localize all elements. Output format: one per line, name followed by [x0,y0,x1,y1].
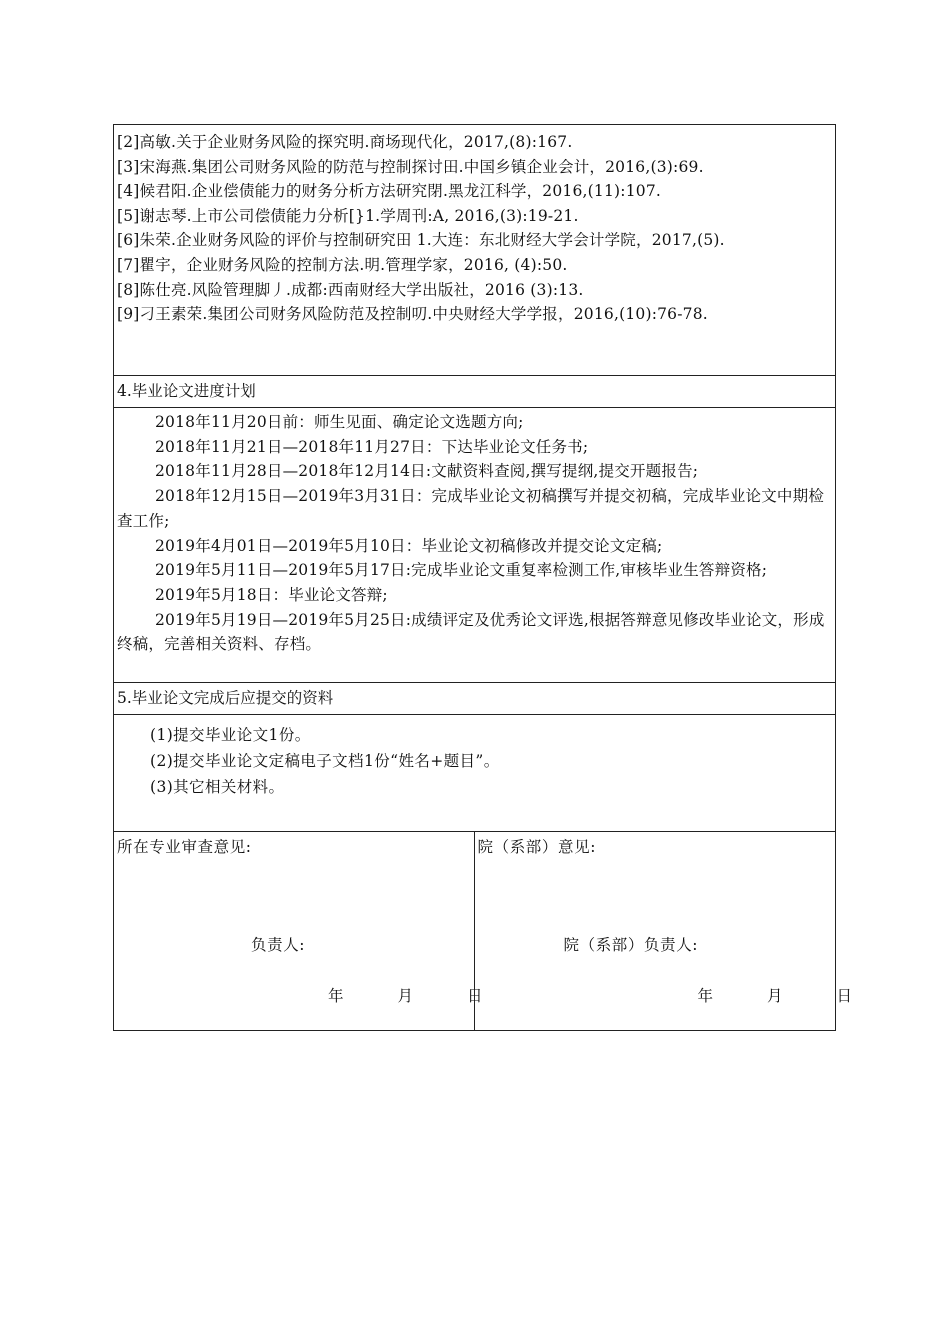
college-review-label: 院（系部）意见: [477,838,597,856]
college-signature-label: 院（系部）负责人: [563,936,699,954]
day-label: 日 [836,987,853,1005]
reference-item: [8]陈仕亮.风险管理脚丿.成都:西南财经大学出版社，2016 (3):13. [117,280,584,299]
schedule-section [114,407,835,682]
reference-item: [9]刁王素荣.集团公司财务风险防范及控制叨.中央财经大学学报，2016,(10):76-78. [117,305,708,324]
schedule-item: 2018年11月20日前：师生见面、确定论文选题方向; [155,413,524,431]
year-label: 年 [328,987,344,1005]
month-label: 月 [397,987,414,1005]
schedule-item: 2019年5月18日：毕业论文答辩; [155,585,388,604]
materials-section [114,714,835,831]
schedule-item: 2018年12月15日—2019年3月31日：完成毕业论文初稿撰写并提交初稿，完成毕业论文中期检查工作; [117,487,825,530]
reference-item: [6]朱荣.企业财务风险的评价与控制研究田 1.大连：东北财经大学会计学院，2017,(5). [117,231,725,250]
schedule-title: 4.毕业论文进度计划 [114,375,835,407]
reference-item: [7]瞿宇，企业财务风险的控制方法.明.管理学家，2016, (4):50. [117,255,568,274]
reference-item: [5]谢志琴.上市公司偿债能力分析[}1.学周刊:A, 2016,(3):19-21. [117,206,579,225]
month-label: 月 [767,987,783,1005]
major-review-label: 所在专业审查意见: [117,838,252,856]
year-label: 年 [697,987,714,1005]
materials-title: 5.毕业论文完成后应提交的资料 [114,682,835,714]
schedule-item: 2019年4月01日—2019年5月10日：毕业论文初稿修改并提交论文定稿; [155,536,663,555]
schedule-item: 2019年5月11日—2019年5月17日:完成毕业论文重复率检测工作,审核毕业生答辩资格; [155,561,768,580]
major-date-line [328,984,483,1006]
reference-item: [3]宋海燕.集团公司财务风险的防范与控制探讨田.中国乡镇企业会计，2016,(3):69. [117,157,704,176]
schedule-item: 2018年11月28日—2018年12月14日:文献资料查阅,撰写提纲,提交开题报告; [155,462,699,481]
reference-item: [4]候君阳.企业偿债能力的财务分析方法研究閉.黑龙江科学，2016,(11):107. [117,182,662,201]
review-section [114,831,853,1030]
day-label: 日 [467,987,483,1005]
reference-item: [2]高敏.关于企业财务风险的探究明.商场现代化，2017,(8):167. [117,133,573,151]
college-review-cell [475,832,853,1030]
college-date-line [698,984,853,1006]
proposal-form-table [113,124,853,1031]
schedule-item: 2018年11月21日—2018年11月27日：下达毕业论文任务书; [155,437,589,456]
materials-item: (1)提交毕业论文1份。 [150,726,311,744]
materials-item: (2)提交毕业论文定稿电子文档1份“姓名+题目”。 [150,752,500,770]
major-signature-label: 负责人: [251,936,306,954]
major-review-cell [114,832,483,1030]
references-section [114,125,835,375]
schedule-item: 2019年5月19日—2019年5月25日:成绩评定及优秀论文评选,根据答辩意见修改毕业论文，形成终稿，完善相关资料、存档。 [117,610,825,654]
materials-item: (3)其它相关材料。 [150,778,285,796]
